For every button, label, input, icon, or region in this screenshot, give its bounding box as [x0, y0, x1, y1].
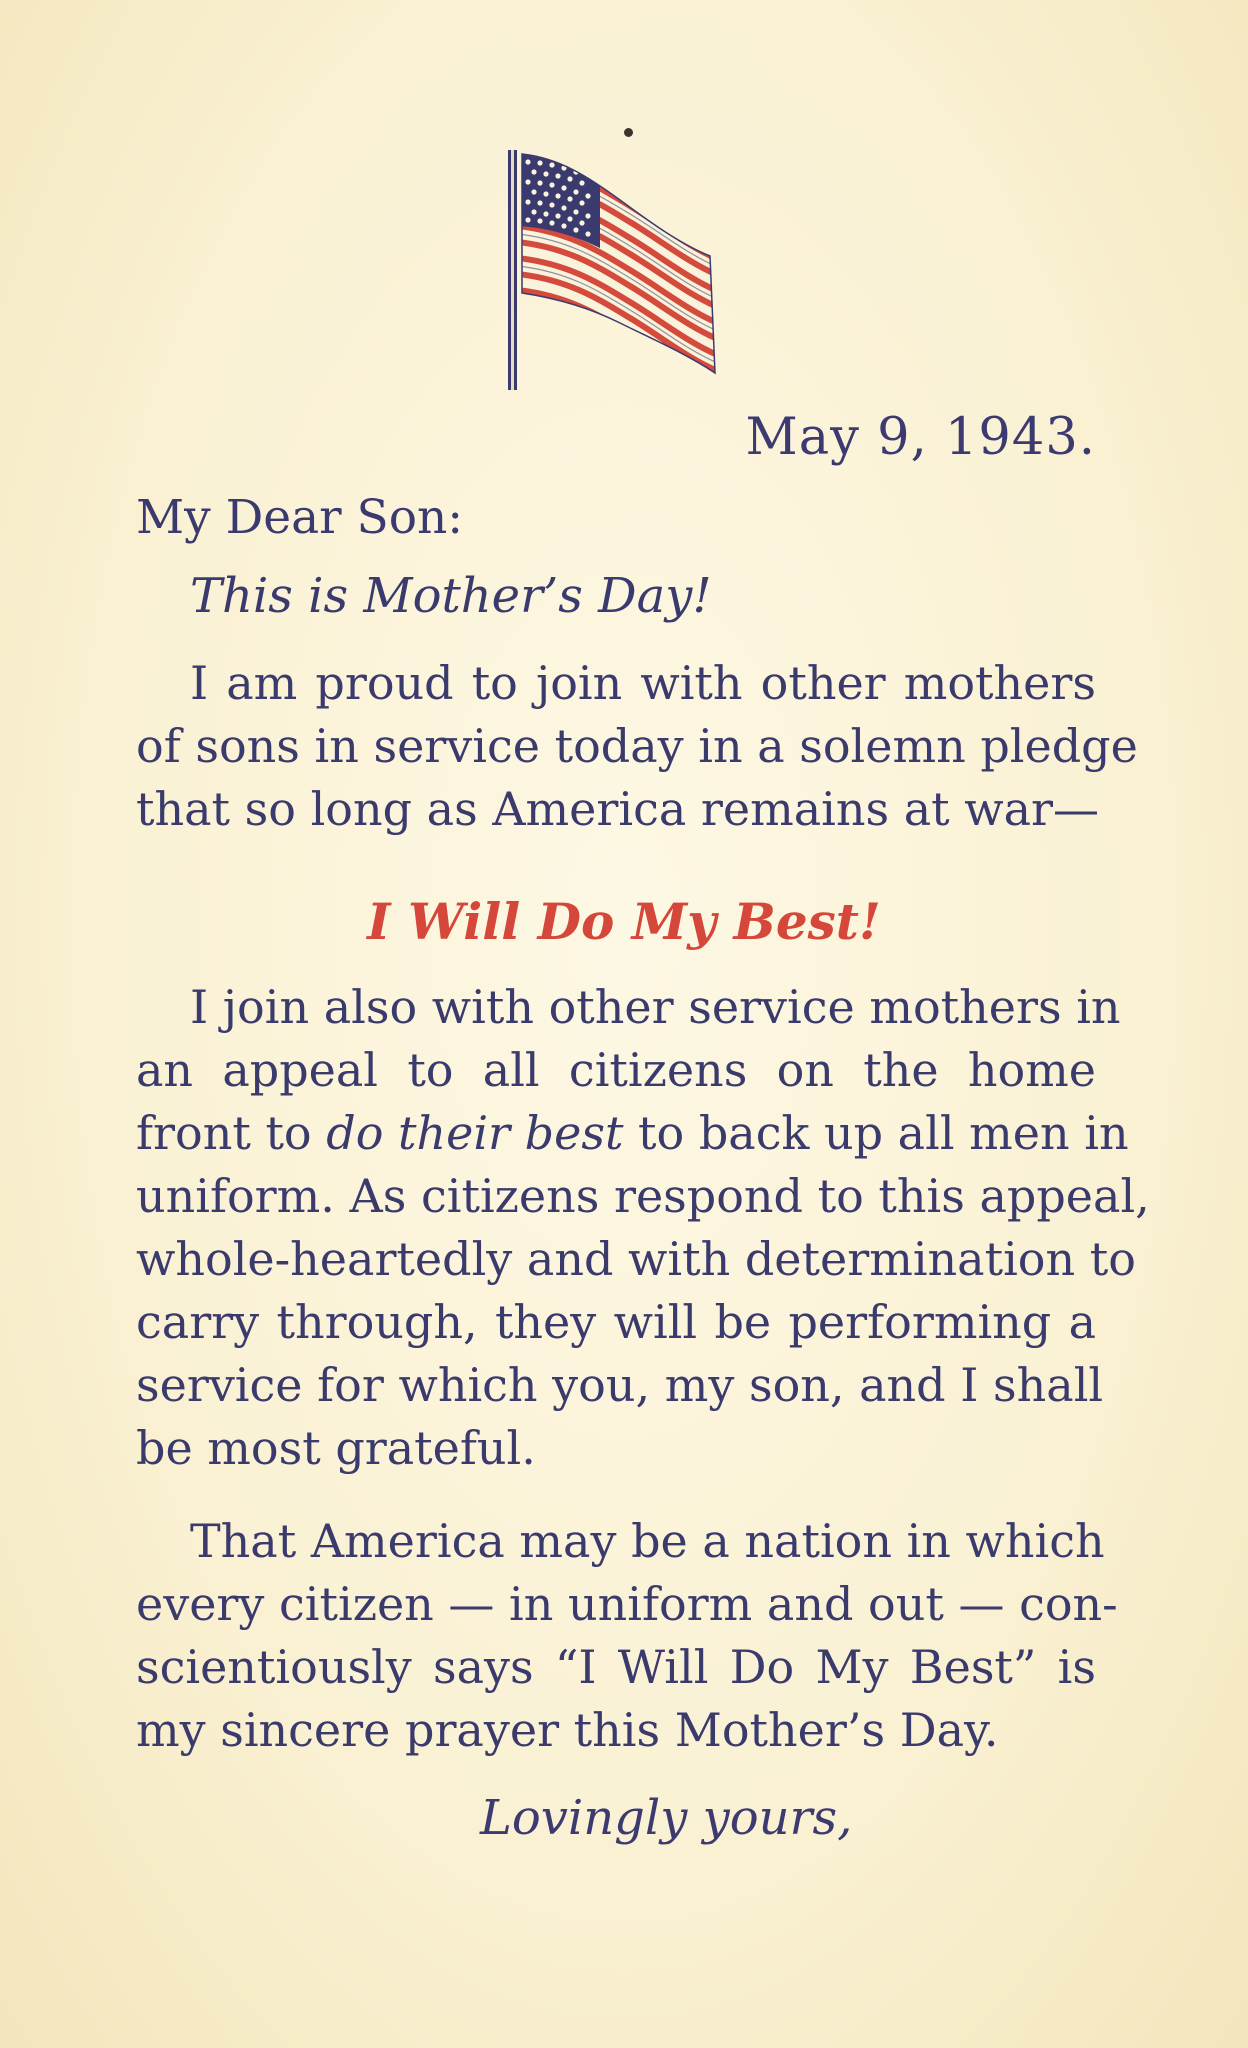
salutation: My Dear Son: — [136, 490, 464, 545]
paragraph-line: an appeal to all citizens on the home — [136, 1043, 1096, 1097]
paragraph-line: I am proud to join with other mothers — [190, 656, 1096, 710]
paragraph-line: scientiously says “I Will Do My Best” is — [136, 1640, 1096, 1694]
paragraph-line — [136, 1102, 1129, 1165]
letter-date: May 9, 1943. — [745, 408, 1096, 467]
paragraph-line: that so long as America remains at war— — [136, 782, 1100, 836]
closing-line: Lovingly yours, — [480, 1790, 853, 1846]
paragraph-appeal — [136, 976, 1150, 1480]
pledge-heading: I Will Do My Best! — [367, 892, 881, 951]
paragraph-line: carry through, they will be performing a — [136, 1295, 1096, 1349]
paragraph-line: I join also with other service mothers in — [190, 980, 1121, 1034]
paragraph-line: whole-heartedly and with determination to — [136, 1232, 1136, 1286]
paragraph-pledge-intro — [136, 652, 1138, 841]
paragraph-line: service for which you, my son, and I shall — [136, 1358, 1104, 1412]
paper-speck — [624, 128, 633, 137]
line-text: front to — [136, 1106, 327, 1160]
paragraph-line: of sons in service today in a solemn pledge — [136, 719, 1138, 773]
paragraph-line: be most grateful. — [136, 1421, 536, 1475]
paragraph-line: That America may be a nation in which — [190, 1514, 1105, 1568]
paragraph-prayer — [136, 1510, 1118, 1762]
paragraph-line: uniform. As citizens respond to this appeal, — [136, 1169, 1150, 1223]
paragraph-line: every citizen — in uniform and out — con- — [136, 1577, 1118, 1631]
paragraph-line: my sincere prayer this Mother’s Day. — [136, 1703, 999, 1757]
intro-line: This is Mother’s Day! — [190, 568, 712, 624]
emphasis-text: do their best — [326, 1106, 624, 1160]
american-flag-icon — [500, 148, 730, 393]
line-text: to back up all men in — [623, 1106, 1129, 1160]
